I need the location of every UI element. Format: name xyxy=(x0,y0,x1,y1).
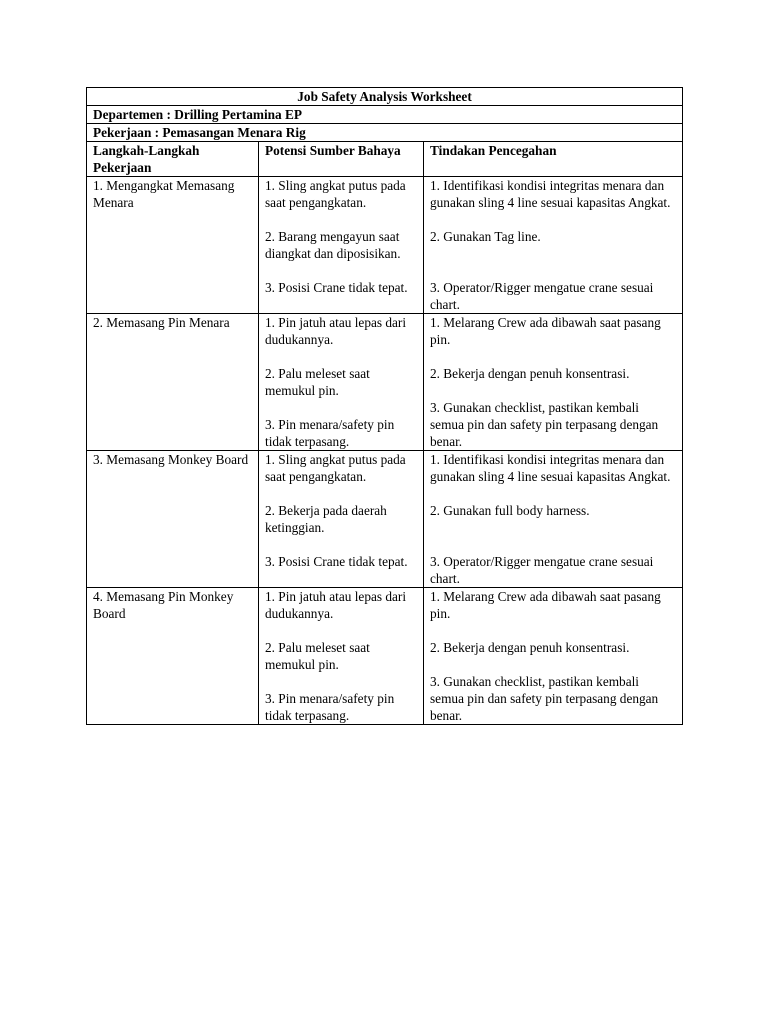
column-header-steps: Langkah-Langkah Pekerjaan xyxy=(87,142,259,177)
hazard-item: 2. Barang mengayun saat diangkat dan diposisikan. xyxy=(265,229,401,261)
hazard-item: 3. Posisi Crane tidak tepat. xyxy=(265,280,408,295)
action-item: 1. Identifikasi kondisi integritas menara dan gunakan sling 4 line sesuai kapasitas Angkat. xyxy=(430,178,671,210)
hazard-item: 3. Pin menara/safety pin tidak terpasang. xyxy=(265,691,395,723)
action-cell xyxy=(424,588,683,725)
hazard-cell xyxy=(259,588,424,725)
hazard-item: 1. Sling angkat putus pada saat pengangkatan. xyxy=(265,452,406,484)
hazard-item: 1. Sling angkat putus pada saat pengangkatan. xyxy=(265,178,406,210)
step-cell xyxy=(87,314,259,451)
hazard-cell xyxy=(259,314,424,451)
action-item: 1. Melarang Crew ada dibawah saat pasang pin. xyxy=(430,315,661,347)
title-row xyxy=(87,88,683,106)
action-cell xyxy=(424,314,683,451)
hazard-item: 2. Palu meleset saat memukul pin. xyxy=(265,640,370,672)
action-item: 1. Melarang Crew ada dibawah saat pasang pin. xyxy=(430,589,661,621)
hazard-item: 2. Palu meleset saat memukul pin. xyxy=(265,366,370,398)
column-header-hazards: Potensi Sumber Bahaya xyxy=(259,142,424,177)
step-text: 2. Memasang Pin Menara xyxy=(93,315,230,330)
hazard-item: 3. Posisi Crane tidak tepat. xyxy=(265,554,408,569)
action-item: 3. Gunakan checklist, pastikan kembali semua pin dan safety pin terpasang dengan benar. xyxy=(430,400,659,449)
column-header-actions: Tindakan Pencegahan xyxy=(424,142,683,177)
step-text: 4. Memasang Pin Monkey Board xyxy=(93,589,234,621)
action-item: 3. Operator/Rigger mengatue crane sesuai chart. xyxy=(430,280,654,312)
step-cell xyxy=(87,451,259,588)
action-item: 2. Gunakan Tag line. xyxy=(430,229,541,244)
action-cell xyxy=(424,177,683,314)
hazard-item: 1. Pin jatuh atau lepas dari dudukannya. xyxy=(265,589,407,621)
worksheet-title: Job Safety Analysis Worksheet xyxy=(87,88,683,106)
action-item: 1. Identifikasi kondisi integritas menara dan gunakan sling 4 line sesuai kapasitas Angkat. xyxy=(430,452,671,484)
table-row xyxy=(87,451,683,588)
table-row xyxy=(87,314,683,451)
hazard-cell xyxy=(259,451,424,588)
step-text: 1. Mengangkat Memasang Menara xyxy=(93,178,235,210)
job-row xyxy=(87,124,683,142)
hazard-item: 1. Pin jatuh atau lepas dari dudukannya. xyxy=(265,315,407,347)
department-row xyxy=(87,106,683,124)
hazard-item: 3. Pin menara/safety pin tidak terpasang. xyxy=(265,417,395,449)
table-row xyxy=(87,588,683,725)
action-item: 2. Bekerja dengan penuh konsentrasi. xyxy=(430,640,630,655)
step-cell xyxy=(87,588,259,725)
action-item: 2. Bekerja dengan penuh konsentrasi. xyxy=(430,366,630,381)
table-row xyxy=(87,177,683,314)
hazard-cell xyxy=(259,177,424,314)
department-label: Departemen : Drilling Pertamina EP xyxy=(87,106,683,124)
hazard-item: 2. Bekerja pada daerah ketinggian. xyxy=(265,503,387,535)
column-header-row xyxy=(87,142,683,177)
job-label: Pekerjaan : Pemasangan Menara Rig xyxy=(87,124,683,142)
step-cell xyxy=(87,177,259,314)
action-cell xyxy=(424,451,683,588)
action-item: 3. Gunakan checklist, pastikan kembali semua pin dan safety pin terpasang dengan benar. xyxy=(430,674,659,723)
step-text: 3. Memasang Monkey Board xyxy=(93,452,249,467)
action-item: 3. Operator/Rigger mengatue crane sesuai chart. xyxy=(430,554,654,586)
jsa-worksheet-table xyxy=(86,87,683,725)
action-item: 2. Gunakan full body harness. xyxy=(430,503,590,518)
